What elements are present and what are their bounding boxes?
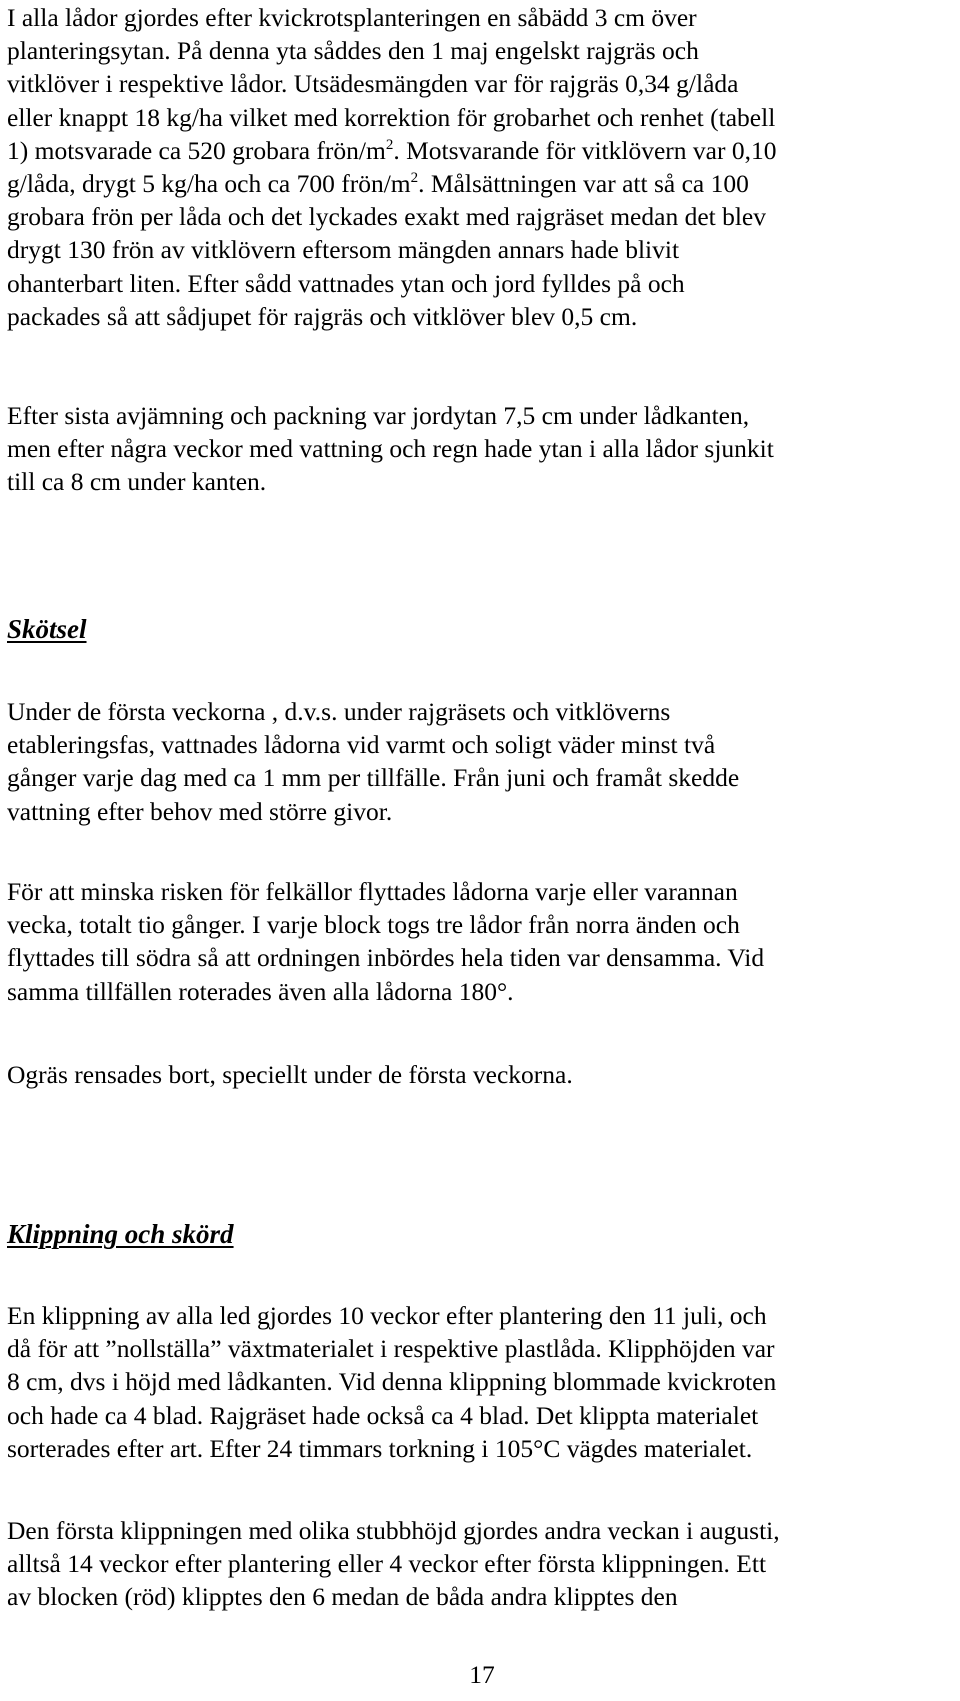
paragraph-sowing (7, 1, 776, 333)
paragraph-weeding (7, 1058, 573, 1091)
text-line: Under de första veckorna , d.v.s. under rajgräsets och vitklöverns (7, 697, 671, 726)
text-line: drygt 130 frön av vitklövern eftersom mängden annars hade blivit (7, 235, 680, 265)
paragraph-stubble-cut (7, 1514, 780, 1614)
paragraph-first-cut (7, 1299, 776, 1465)
text-line: eller knappt 18 kg/ha vilket med korrektion för grobarhet och renhet (tabell (7, 102, 776, 132)
text-line: alltså 14 veckor efter plantering eller 4 veckor efter första klippningen. Ett (7, 1549, 767, 1579)
text-line: Efter sista avjämning och packning var jordytan 7,5 cm under lådkanten, (7, 401, 750, 430)
text-line: samma tillfällen roterades även alla lådorna 180°. (7, 976, 514, 1006)
section-heading-klippning: Klippning och skörd (7, 1219, 234, 1249)
text-line: vecka, totalt tio gånger. I varje block togs tre lådor från norra änden och (7, 910, 740, 940)
text-line: ohanterbart liten. Efter sådd vattnades ytan och jord fylldes på och (7, 268, 685, 298)
text-fragment: . Motsvarande för vitklövern var 0,10 (393, 135, 777, 165)
text-fragment: g/låda, drygt 5 kg/ha och ca 700 frön/m (7, 169, 411, 199)
text-line: grobara frön per låda och det lyckades exakt med rajgräset medan det blev (7, 202, 766, 232)
text-fragment: 1) motsvarade ca 520 grobara frön/m (7, 135, 386, 165)
text-line: men efter några veckor med vattning och regn hade ytan i alla lådor sjunkit (7, 434, 774, 464)
text-line: vitklöver i respektive lådor. Utsädesmängden var för rajgräs 0,34 g/låda (7, 69, 739, 99)
text-line: En klippning av alla led gjordes 10 veckor efter plantering den 11 juli, och (7, 1301, 767, 1330)
paragraph-leveling (7, 399, 774, 499)
text-line: etableringsfas, vattnades lådorna vid varmt och soligt väder minst två (7, 730, 716, 760)
document-page (7, 0, 957, 1701)
text-line: då för att ”nollställa” växtmaterialet i respektive plastlåda. Klipphöjden var (7, 1334, 775, 1364)
text-line: vattning efter behov med större givor. (7, 796, 393, 826)
text-line: gånger varje dag med ca 1 mm per tillfälle. Från juni och framåt skedde (7, 763, 740, 793)
text-fragment: . Målsättningen var att så ca 100 (418, 169, 749, 199)
text-line: I alla lådor gjordes efter kvickrotsplanteringen en såbädd 3 cm över (7, 3, 697, 32)
page-number: 17 (469, 1660, 495, 1689)
text-line: Den första klippningen med olika stubbhöjd gjordes andra veckan i augusti, (7, 1516, 780, 1545)
text-line: av blocken (röd) klipptes den 6 medan de båda andra klipptes den (7, 1582, 678, 1612)
paragraph-watering (7, 695, 739, 828)
text-line (7, 167, 776, 200)
text-line: flyttades till södra så att ordningen inbördes hela tiden var densamma. Vid (7, 943, 765, 973)
superscript: 2 (385, 136, 394, 153)
text-line: För att minska risken för felkällor flyttades lådorna varje eller varannan (7, 877, 738, 906)
text-line: planteringsytan. På denna yta såddes den 1 maj engelskt rajgräs och (7, 36, 699, 66)
text-line: och hade ca 4 blad. Rajgräset hade också ca 4 blad. Det klippta materialet (7, 1400, 759, 1430)
text-line: sorterades efter art. Efter 24 timmars torkning i 105°C vägdes materialet. (7, 1433, 753, 1463)
section-heading-skotsel: Skötsel (7, 614, 87, 644)
text-line: packades så att sådjupet för rajgräs och vitklöver blev 0,5 cm. (7, 301, 638, 331)
text-line: Ogräs rensades bort, speciellt under de första veckorna. (7, 1060, 573, 1089)
superscript: 2 (410, 170, 419, 187)
text-line: till ca 8 cm under kanten. (7, 467, 267, 497)
text-line: 8 cm, dvs i höjd med lådkanten. Vid denna klippning blommade kvickroten (7, 1367, 777, 1397)
paragraph-moving-boxes (7, 875, 764, 1008)
text-line (7, 134, 776, 167)
